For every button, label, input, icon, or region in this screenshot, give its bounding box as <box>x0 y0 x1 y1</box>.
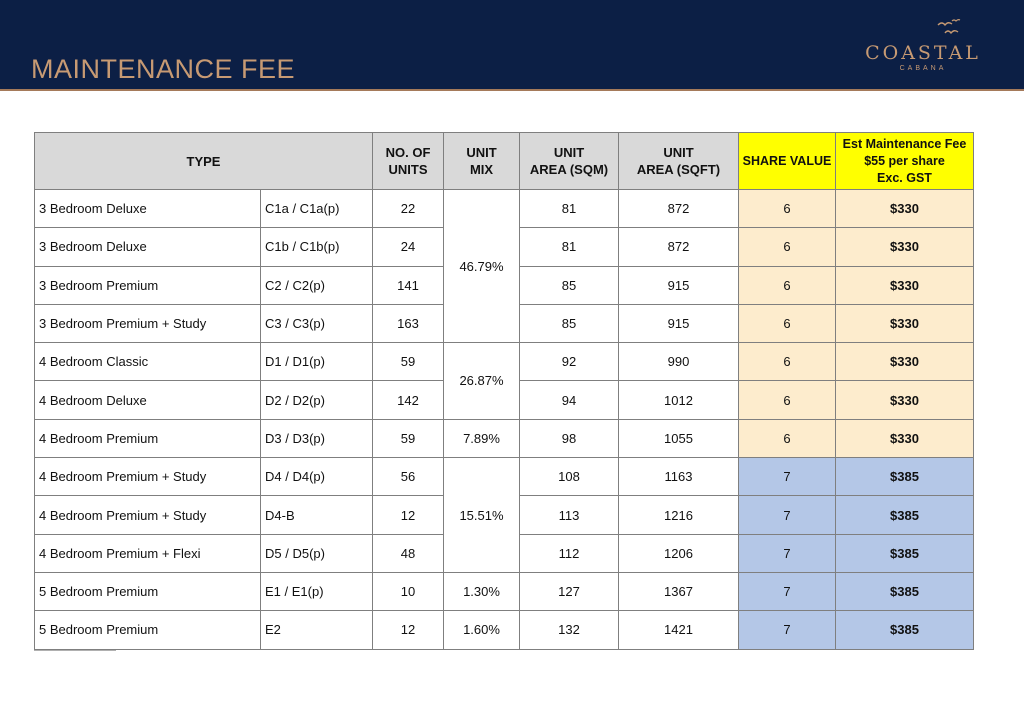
maintenance-fee-cell: $330 <box>836 228 974 266</box>
share-value-cell: 6 <box>739 343 836 381</box>
area-sqft-cell: 1055 <box>619 419 739 457</box>
unit-mix-cell: 1.30% <box>444 572 520 610</box>
unit-mix-cell: 26.87% <box>444 343 520 420</box>
maintenance-fee-cell: $330 <box>836 343 974 381</box>
maintenance-fee-cell: $385 <box>836 572 974 610</box>
table-row <box>35 343 974 381</box>
col-header-area-sqm: UNIT AREA (SQM) <box>520 133 619 190</box>
area-sqft-cell: 1421 <box>619 611 739 649</box>
share-value-cell: 7 <box>739 496 836 534</box>
unit-type-cell: 4 Bedroom Deluxe <box>35 381 261 419</box>
area-sqft-cell: 1216 <box>619 496 739 534</box>
col-header-maintenance-fee: Est Maintenance Fee $55 per share Exc. GST <box>836 133 974 190</box>
col-header-mix: UNIT MIX <box>444 133 520 190</box>
unit-type-cell: 3 Bedroom Deluxe <box>35 228 261 266</box>
area-sqm-cell: 113 <box>520 496 619 534</box>
area-sqft-cell: 915 <box>619 266 739 304</box>
area-sqm-cell: 108 <box>520 458 619 496</box>
units-count-cell: 56 <box>373 458 444 496</box>
table-row <box>35 458 974 496</box>
unit-type-cell: 4 Bedroom Premium + Study <box>35 496 261 534</box>
area-sqm-cell: 85 <box>520 266 619 304</box>
unit-mix-cell: 1.60% <box>444 611 520 649</box>
col-header-type: TYPE <box>35 133 373 190</box>
col-header-units: NO. OF UNITS <box>373 133 444 190</box>
unit-code-cell: C2 / C2(p) <box>261 266 373 304</box>
units-count-cell: 12 <box>373 496 444 534</box>
table-row <box>35 611 974 649</box>
units-count-cell: 59 <box>373 419 444 457</box>
area-sqm-cell: 94 <box>520 381 619 419</box>
units-count-cell: 10 <box>373 572 444 610</box>
share-value-cell: 6 <box>739 304 836 342</box>
brand-logo <box>858 16 988 76</box>
unit-code-cell: D4 / D4(p) <box>261 458 373 496</box>
share-value-cell: 7 <box>739 611 836 649</box>
area-sqm-cell: 81 <box>520 190 619 228</box>
col-header-area-sqft: UNIT AREA (SQFT) <box>619 133 739 190</box>
units-count-cell: 59 <box>373 343 444 381</box>
table-header-row <box>35 133 974 190</box>
unit-code-cell: E2 <box>261 611 373 649</box>
units-count-cell: 24 <box>373 228 444 266</box>
share-value-cell: 6 <box>739 228 836 266</box>
unit-type-cell: 3 Bedroom Premium <box>35 266 261 304</box>
unit-type-cell: 3 Bedroom Deluxe <box>35 190 261 228</box>
unit-mix-cell: 7.89% <box>444 419 520 457</box>
unit-type-cell: 4 Bedroom Premium + Flexi <box>35 534 261 572</box>
birds-icon <box>936 18 964 40</box>
share-value-cell: 6 <box>739 381 836 419</box>
maintenance-fee-cell: $385 <box>836 458 974 496</box>
share-value-cell: 7 <box>739 572 836 610</box>
unit-mix-cell: 46.79% <box>444 190 520 343</box>
unit-code-cell: C1b / C1b(p) <box>261 228 373 266</box>
maintenance-fee-cell: $330 <box>836 419 974 457</box>
unit-code-cell: C1a / C1a(p) <box>261 190 373 228</box>
unit-type-cell: 5 Bedroom Premium <box>35 611 261 649</box>
share-value-cell: 6 <box>739 419 836 457</box>
unit-type-cell: 3 Bedroom Premium + Study <box>35 304 261 342</box>
page-header <box>0 0 1024 91</box>
maintenance-fee-table <box>34 132 974 650</box>
area-sqm-cell: 112 <box>520 534 619 572</box>
units-count-cell: 22 <box>373 190 444 228</box>
area-sqm-cell: 81 <box>520 228 619 266</box>
unit-code-cell: D2 / D2(p) <box>261 381 373 419</box>
area-sqm-cell: 98 <box>520 419 619 457</box>
area-sqft-cell: 872 <box>619 190 739 228</box>
maintenance-fee-cell: $385 <box>836 534 974 572</box>
area-sqft-cell: 872 <box>619 228 739 266</box>
logo-wordmark: COASTAL <box>865 42 981 64</box>
unit-code-cell: D1 / D1(p) <box>261 343 373 381</box>
logo-subtitle: CABANA <box>899 65 947 72</box>
area-sqft-cell: 1367 <box>619 572 739 610</box>
unit-mix-cell: 15.51% <box>444 458 520 573</box>
maintenance-fee-cell: $385 <box>836 611 974 649</box>
unit-code-cell: C3 / C3(p) <box>261 304 373 342</box>
area-sqft-cell: 990 <box>619 343 739 381</box>
units-count-cell: 141 <box>373 266 444 304</box>
maintenance-fee-cell: $330 <box>836 304 974 342</box>
area-sqft-cell: 1012 <box>619 381 739 419</box>
area-sqm-cell: 127 <box>520 572 619 610</box>
area-sqm-cell: 85 <box>520 304 619 342</box>
area-sqft-cell: 1163 <box>619 458 739 496</box>
unit-code-cell: D4-B <box>261 496 373 534</box>
area-sqm-cell: 132 <box>520 611 619 649</box>
table-row <box>35 190 974 228</box>
units-count-cell: 163 <box>373 304 444 342</box>
unit-type-cell: 4 Bedroom Classic <box>35 343 261 381</box>
unit-type-cell: 5 Bedroom Premium <box>35 572 261 610</box>
maintenance-fee-cell: $330 <box>836 381 974 419</box>
page-title: MAINTENANCE FEE <box>31 54 296 84</box>
col-header-share-value: SHARE VALUE <box>739 133 836 190</box>
share-value-cell: 7 <box>739 534 836 572</box>
maintenance-fee-cell: $385 <box>836 496 974 534</box>
table-row <box>35 419 974 457</box>
unit-code-cell: D5 / D5(p) <box>261 534 373 572</box>
share-value-cell: 6 <box>739 190 836 228</box>
table-row <box>35 572 974 610</box>
units-count-cell: 48 <box>373 534 444 572</box>
area-sqft-cell: 915 <box>619 304 739 342</box>
area-sqft-cell: 1206 <box>619 534 739 572</box>
area-sqm-cell: 92 <box>520 343 619 381</box>
unit-code-cell: D3 / D3(p) <box>261 419 373 457</box>
units-count-cell: 142 <box>373 381 444 419</box>
share-value-cell: 6 <box>739 266 836 304</box>
units-count-cell: 12 <box>373 611 444 649</box>
unit-type-cell: 4 Bedroom Premium <box>35 419 261 457</box>
footer-divider <box>34 650 116 651</box>
unit-code-cell: E1 / E1(p) <box>261 572 373 610</box>
unit-type-cell: 4 Bedroom Premium + Study <box>35 458 261 496</box>
maintenance-fee-cell: $330 <box>836 190 974 228</box>
share-value-cell: 7 <box>739 458 836 496</box>
maintenance-fee-cell: $330 <box>836 266 974 304</box>
